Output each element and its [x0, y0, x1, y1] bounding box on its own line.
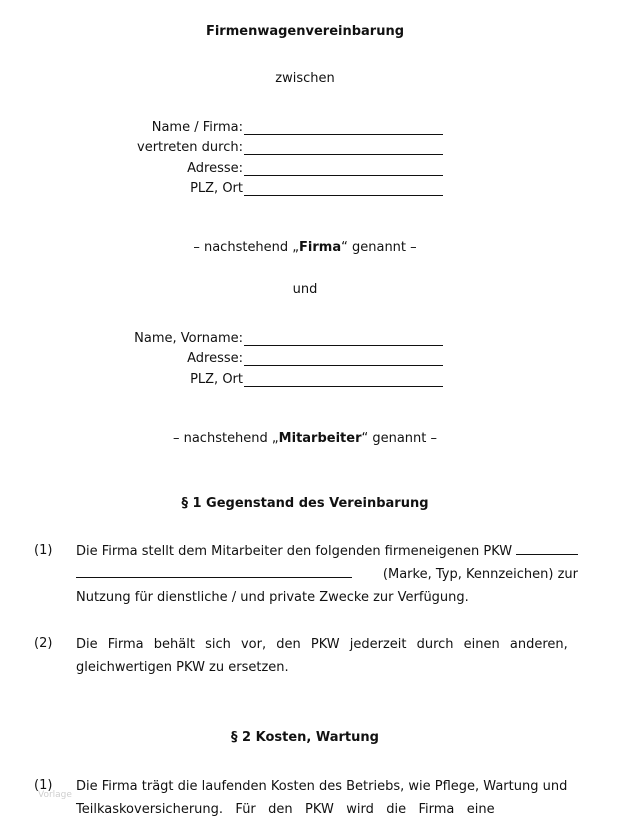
- paragraph-line: [76, 633, 578, 656]
- field-label: Adresse:: [187, 161, 243, 176]
- between-label: zwischen: [275, 71, 335, 86]
- field-label: PLZ, Ort: [190, 372, 243, 387]
- blank-line[interactable]: [516, 540, 578, 555]
- employee-city-field[interactable]: [0, 372, 640, 390]
- paragraph-number: (1): [34, 543, 53, 558]
- section-1-paragraph-1: [76, 540, 578, 609]
- section-2-paragraph-1: [76, 775, 578, 821]
- field-label: Name, Vorname:: [134, 331, 243, 346]
- paragraph-line: [76, 540, 578, 563]
- employee-name-field[interactable]: [0, 331, 640, 349]
- paragraph-line: [76, 563, 578, 586]
- blank-line: [244, 386, 443, 387]
- and-label: und: [292, 282, 318, 297]
- field-label: vertreten durch:: [137, 140, 243, 155]
- company-city-field[interactable]: [0, 181, 640, 199]
- blank-line: [244, 154, 443, 155]
- section-1-heading: § 1 Gegenstand des Vereinbarung: [181, 496, 429, 511]
- mitarbeiter-designation: [0, 431, 610, 446]
- designation-text: “ genannt –: [361, 431, 438, 446]
- paragraph-number: (1): [34, 778, 53, 793]
- blank-line: [244, 365, 443, 366]
- paragraph-number: (2): [34, 636, 53, 651]
- blank-line[interactable]: [76, 563, 352, 578]
- company-name-field[interactable]: [0, 120, 640, 138]
- section-2-heading: § 2 Kosten, Wartung: [231, 730, 379, 745]
- field-label: PLZ, Ort: [190, 181, 243, 196]
- field-label: Adresse:: [187, 351, 243, 366]
- company-representative-field[interactable]: [0, 140, 640, 158]
- employee-address-field[interactable]: [0, 351, 640, 369]
- section-1-paragraph-2: [76, 633, 578, 679]
- designation-text: – nachstehend „: [172, 431, 279, 446]
- document-title: Firmenwagenvereinbarung: [205, 24, 405, 39]
- paragraph-line: [76, 586, 578, 609]
- paragraph-text: Nutzung für dienstliche / und private Zwecke zur Verfügung.: [76, 590, 469, 605]
- blank-line: [244, 134, 443, 135]
- designation-text: “ genannt –: [341, 240, 417, 255]
- paragraph-text: gleichwertigen PKW zu ersetzen.: [76, 660, 289, 675]
- field-label: Name / Firma:: [151, 120, 243, 135]
- watermark: Vorlage: [38, 790, 72, 800]
- paragraph-line: [76, 798, 578, 821]
- paragraph-text: Teilkaskoversicherung. Für den PKW wird die Firma eine: [76, 802, 495, 817]
- paragraph-text: Die Firma behält sich vor, den PKW jederzeit durch einen anderen,: [76, 637, 568, 652]
- blank-line: [244, 345, 443, 346]
- company-address-field[interactable]: [0, 161, 640, 179]
- paragraph-text: Die Firma stellt dem Mitarbeiter den folgenden firmeneigenen PKW: [76, 544, 513, 559]
- firma-designation: [0, 240, 610, 255]
- paragraph-text: Die Firma trägt die laufenden Kosten des Betriebs, wie Pflege, Wartung und: [76, 779, 568, 794]
- paragraph-line: [76, 656, 578, 679]
- paragraph-text: (Marke, Typ, Kennzeichen) zur: [382, 567, 578, 582]
- blank-line: [244, 175, 443, 176]
- designation-bold: Mitarbeiter: [278, 431, 362, 446]
- designation-bold: Firma: [299, 240, 342, 255]
- blank-line: [244, 195, 443, 196]
- designation-text: – nachstehend „: [193, 240, 300, 255]
- paragraph-line: [76, 775, 578, 798]
